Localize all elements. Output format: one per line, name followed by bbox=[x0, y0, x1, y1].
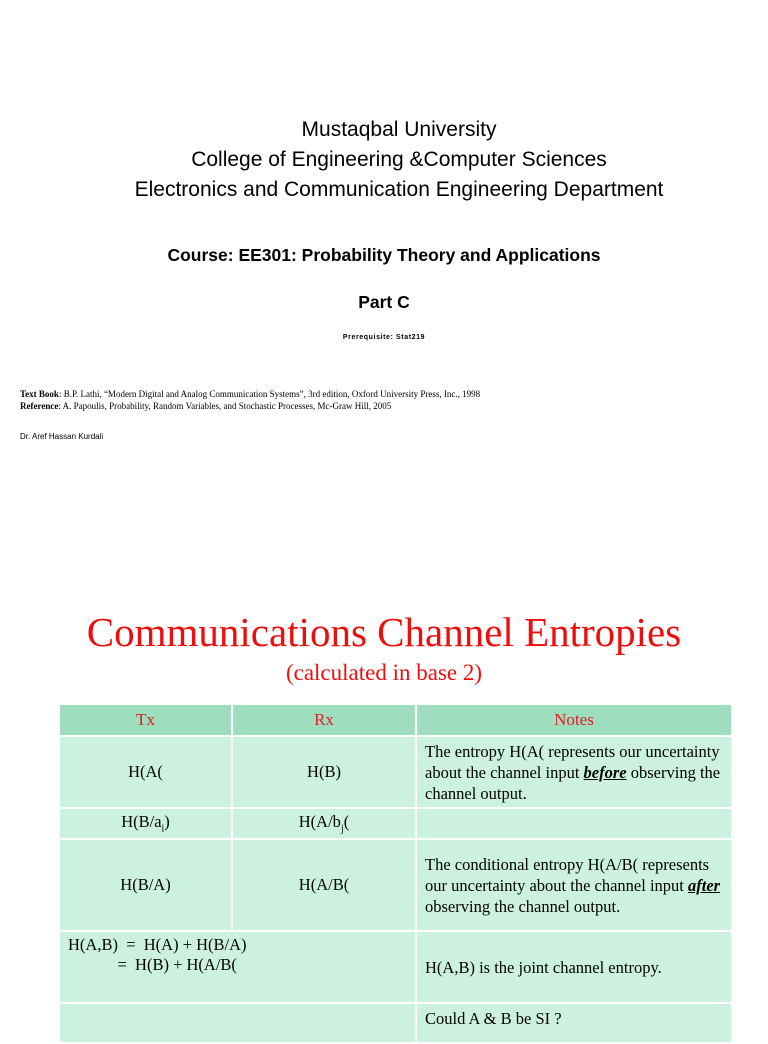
table-row bbox=[59, 931, 732, 1003]
table-row bbox=[59, 839, 732, 931]
equation-line-2: = H(B) + H(A/B( bbox=[68, 955, 237, 974]
cell-note: Could A & B be SI ? bbox=[416, 1003, 732, 1043]
table-row bbox=[59, 808, 732, 839]
university-name: Mustaqbal University bbox=[301, 118, 497, 141]
cell-empty bbox=[59, 1003, 416, 1043]
author-name: Dr. Aref Hassan Kurdali bbox=[20, 432, 104, 441]
department-name: Electronics and Communication Engineering Department bbox=[134, 178, 664, 201]
cell-rx: H(A/B( bbox=[232, 839, 416, 931]
textbook-label: Text Book bbox=[20, 389, 59, 399]
reference-text: : A. Papoulis, Probability, Random Variables, and Stochastic Processes, Mc-Graw Hill, 2005 bbox=[58, 401, 392, 411]
cell-note: The conditional entropy H(A/B( represents our uncertainty about the channel input after observing the channel output. bbox=[416, 839, 732, 931]
slide-title: Communications Channel Entropies bbox=[86, 609, 682, 655]
equation-line-1: H(A,B) = H(A) + H(B/A) bbox=[68, 935, 247, 954]
header-notes: Notes bbox=[416, 704, 732, 736]
table-row bbox=[59, 736, 732, 808]
cell-note: The entropy H(A( represents our uncertainty about the channel input before observing the channel output. bbox=[416, 736, 732, 808]
cell-tx: H(A( bbox=[59, 736, 232, 808]
college-name: College of Engineering &Computer Sciences bbox=[191, 148, 607, 171]
reference-label: Reference bbox=[20, 401, 59, 411]
cell-tx: $H(B/a_i)$ bbox=[59, 808, 232, 839]
header-tx: Tx bbox=[59, 704, 232, 736]
slide-subtitle: (calculated in base 2) bbox=[285, 660, 483, 685]
cell-rx: $H(A/b_j$( bbox=[232, 808, 416, 839]
textbook-text: : B.P. Lathi, “Modern Digital and Analog Communication Systems”, 3rd edition, Oxford University Press, Inc., 1998 bbox=[58, 389, 481, 399]
part-label: Part C bbox=[358, 292, 410, 312]
keyword-after: after bbox=[688, 875, 721, 895]
keyword-before: before bbox=[583, 762, 627, 782]
entropy-table bbox=[58, 703, 733, 1044]
header-rx: Rx bbox=[232, 704, 416, 736]
cell-rx: H(B) bbox=[232, 736, 416, 808]
reference-line bbox=[20, 400, 391, 412]
course-title: Course: EE301: Probability Theory and Applications bbox=[167, 245, 601, 265]
table-row bbox=[59, 1003, 732, 1043]
cell-tx: H(B/A) bbox=[59, 839, 232, 931]
textbook-line bbox=[20, 388, 480, 400]
table-header-row bbox=[59, 704, 732, 736]
prerequisite: Prerequisite: Stat219 bbox=[342, 334, 426, 341]
cell-joint-equation bbox=[59, 931, 416, 1003]
cell-note-empty bbox=[416, 808, 732, 839]
cell-note: H(A,B) is the joint channel entropy. bbox=[416, 931, 732, 1003]
